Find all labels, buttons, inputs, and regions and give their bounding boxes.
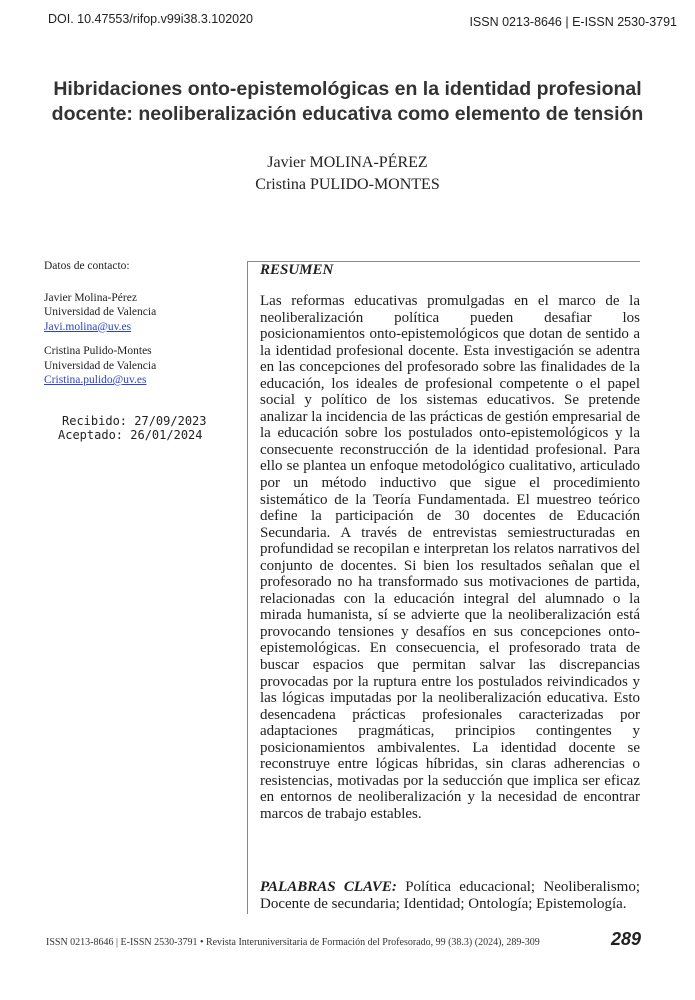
abstract-text: Las reformas educativas promulgadas en el marco de la neoliberalización política pueden desafiar los posicionamientos onto-epistemológicos que dotan de sentido a la identidad profesional docente. Esta investigación se adentra en las concepciones del profesorado sobre las finalidades de la educación, los ideales de profesional competente o el papel social y político de los sistemas educativos. Se pretende analizar la incidencia de las prácticas de gestión empresarial de la educación sobre los postulados onto-epistemológicos y la consecuente reconstrucción de la identidad profesional. Para ello se plantea un enfoque metodológico cualitativo, articulado por un método inductivo que sigue el procedimiento sistemático de la Teoría Fundamentada. El muestreo teórico define la participación de 30 docentes de Educación Secundaria. A través de entrevistas semiestructuradas en profundidad se recopilan e interpretan los relatos narrativos del conjunto de docentes. Si bien los resultados señalan que el profesorado no ha transformado sus motivaciones de partida, relacionadas con la educación integral del alumnado o la mirada humanista, sí se advierte que la neoliberalización está provocando tensiones y desafíos en sus concepciones onto-epistemológicas. En consecuencia, el profesorado trata de buscar espacios que permitan salvar las discrepancias provocadas por la ruptura entre los postulados reivindicados y las lógicas imputadas por la neoliberalización educativa. Esto desencadena prácticas profesionales caracterizadas por adaptaciones pragmáticas, principios contingentes y posicionamientos ambivalentes. La identidad docente se reconstruye entre lógicas híbridas, sin claras adherencias o resistencias, motivadas por la seducción que implica ser eficaz en entornos de neoliberalización y la necesidad de encontrar marcos de trabajo estables. [260,293,640,822]
received-date: Recibido: 27/09/2023 [62,414,207,428]
contact-affiliation: Universidad de Valencia [44,359,157,372]
title-line-1: Hibridaciones onto-epistemológicas en la identidad profesional [53,78,642,100]
page-number: 289 [610,929,641,949]
issn-header: ISSN 0213-8646 | E-ISSN 2530-3791 [469,15,677,29]
contact-email-link[interactable]: Javi.molina@uv.es [44,320,132,333]
contact-affiliation: Universidad de Valencia [44,306,157,318]
accepted-date: Aceptado: 26/01/2024 [58,427,203,442]
title-line-2: docente: neoliberalización educativa como elemento de tensión [51,103,644,125]
contact-email-link[interactable]: Cristina.pulido@uv.es [44,374,147,386]
contact-block [44,259,244,398]
contact-label: Datos de contacto: [44,260,130,272]
contact-name: Cristina Pulido-Montes [44,345,152,357]
abstract-heading: RESUMEN [260,262,334,278]
contact-name: Javier Molina-Pérez [44,291,137,304]
doi-text: DOI. 10.47553/rifop.v99i38.3.102020 [48,12,254,26]
keywords-text: Política educacional; Neoliberalismo; Docente de secundaria; Identidad; Ontología; Epistemología. [260,879,641,912]
abstract-left-rule [247,261,248,914]
keywords [260,879,640,913]
article-title [20,77,675,127]
footer-citation: ISSN 0213-8646 | E-ISSN 2530-3791 • Revista Interuniversitaria de Formación del Profesorado, 99 (38.3) (2024), 289-309 [46,937,540,948]
keywords-label: PALABRAS CLAVE: [260,879,397,895]
contact-person [44,291,244,335]
dates-block [58,415,207,442]
author-name: Javier MOLINA-PÉREZ [267,154,428,171]
author-list [200,152,495,196]
contact-person [44,344,244,388]
author-name: Cristina PULIDO-MONTES [255,176,440,193]
